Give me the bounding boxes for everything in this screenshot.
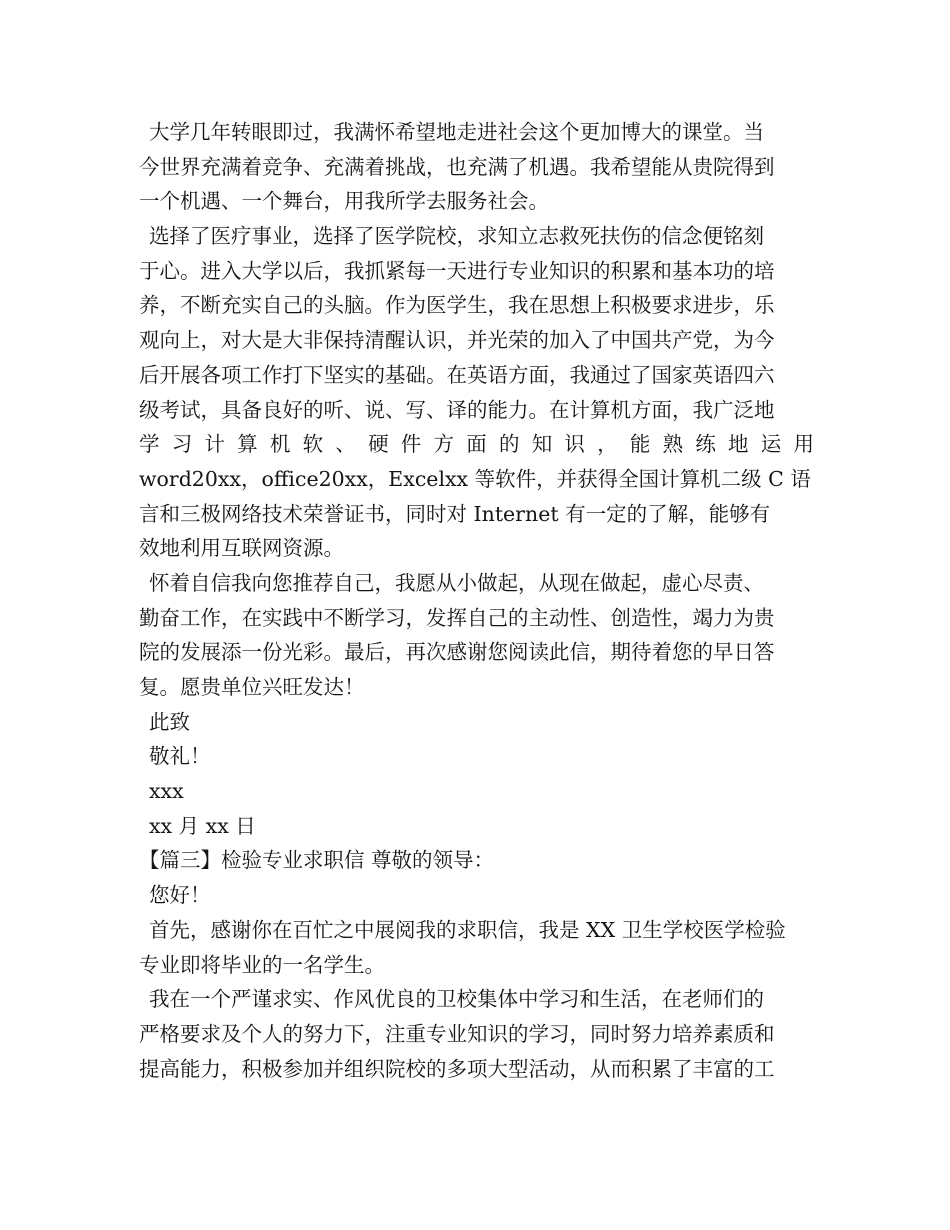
text-line: 言和三极网络技术荣誉证书，同时对 Internet 有一定的了解，能够有 (139, 501, 771, 526)
text-line: 于心。进入大学以后，我抓紧每一天进行专业知识的积累和基本功的培 (139, 258, 775, 283)
text-line: 观向上，对大是大非保持清醒认识，并光荣的加入了中国共产党，为今 (139, 328, 775, 353)
text-line: 您好！ (149, 883, 211, 908)
text-line: 我在一个严谨求实、作风优良的卫校集体中学习和生活，在老师们的 (149, 987, 764, 1012)
text-line: 选择了医疗事业，选择了医学院校，求知立志救死扶伤的信念便铭刻 (149, 224, 764, 249)
text-line: 首先，感谢你在百忙之中展阅我的求职信，我是 XX 卫生学校医学检验 (149, 917, 786, 942)
text-line: 一个机遇、一个舞台，用我所学去服务社会。 (139, 189, 549, 214)
text-line: 此致 (149, 709, 190, 734)
document-body (139, 115, 814, 1086)
text-line: 敬礼！ (149, 744, 211, 769)
text-line: 怀着自信我向您推荐自己，我愿从小做起，从现在做起，虚心尽责、 (149, 570, 764, 595)
text-line: 严格要求及个人的努力下，注重专业知识的学习，同时努力培养素质和 (139, 1021, 775, 1046)
text-line: 级考试，具备良好的听、说、写、译的能力。在计算机方面，我广泛地 (139, 397, 775, 422)
text-line: 养，不断充实自己的头脑。作为医学生，我在思想上积极要求进步，乐 (139, 293, 775, 318)
text-line: xxx (149, 779, 184, 804)
text-line: 复。愿贵单位兴旺发达！ (139, 675, 365, 699)
text-line: 勤奋工作，在实践中不断学习，发挥自己的主动性、创造性，竭力为贵 (139, 605, 775, 630)
text-line: 【篇三】检验专业求职信 尊敬的领导： (139, 848, 495, 873)
text-line: 大学几年转眼即过，我满怀希望地走进社会这个更加博大的课堂。当 (149, 120, 764, 144)
text-line: 今世界充满着竞争、充满着挑战，也充满了机遇。我希望能从贵院得到 (139, 154, 775, 179)
text-line: 提高能力，积极参加并组织院校的多项大型活动，从而积累了丰富的工 (139, 1056, 775, 1081)
text-line: xx 月 xx 日 (149, 813, 256, 838)
text-line: 效地利用互联网资源。 (139, 536, 344, 561)
text-line: 后开展各项工作打下坚实的基础。在英语方面，我通过了国家英语四六 (139, 362, 775, 387)
text-line: 学 习 计 算 机 软 、 硬 件 方 面 的 知 识 ， 能 熟 练 地 运 用 (139, 432, 814, 457)
text-line: 专业即将毕业的一名学生。 (139, 952, 385, 977)
text-line: word20xx，office20xx，Excelxx 等软件，并获得全国计算机二级 C 语 (139, 466, 811, 491)
text-line: 院的发展添一份光彩。最后，再次感谢您阅读此信，期待着您的早日答 (139, 640, 775, 665)
